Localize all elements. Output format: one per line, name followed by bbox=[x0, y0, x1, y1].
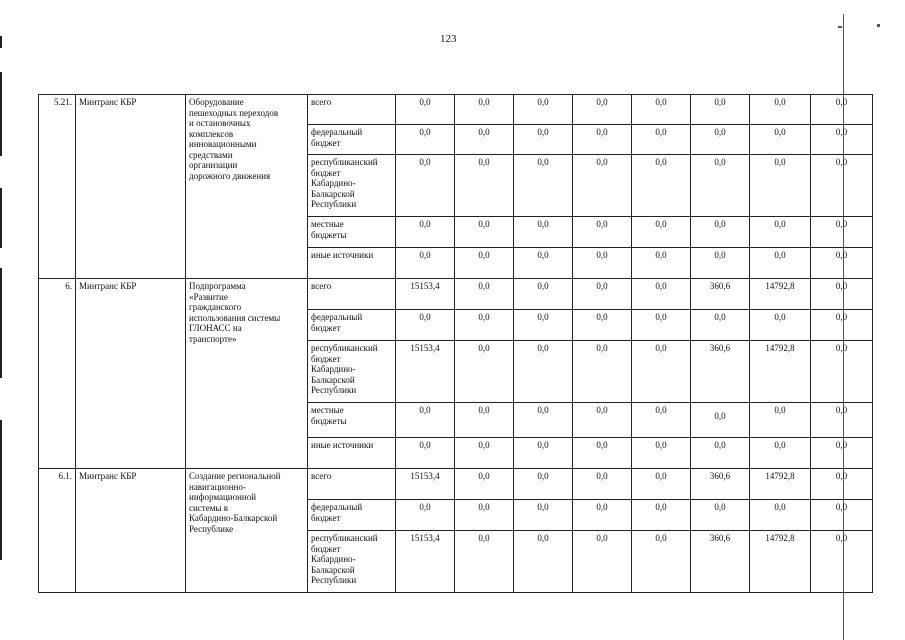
row-index: 6. bbox=[39, 279, 76, 469]
value-cell: 0,0 bbox=[514, 125, 573, 155]
funding-source-cell: всего bbox=[308, 95, 396, 125]
value-cell: 0,0 bbox=[811, 500, 873, 531]
value-cell: 0,0 bbox=[691, 125, 750, 155]
value-cell: 0,0 bbox=[691, 500, 750, 531]
scan-edge-mark bbox=[0, 420, 2, 560]
table-row bbox=[39, 469, 873, 500]
budget-table-body bbox=[39, 95, 873, 593]
value-cell: 0,0 bbox=[691, 217, 750, 248]
value-cell: 0,0 bbox=[632, 217, 691, 248]
funding-source-cell: федеральный бюджет bbox=[308, 500, 396, 531]
value-cell: 0,0 bbox=[750, 500, 811, 531]
scan-artifact-mark bbox=[838, 26, 842, 28]
value-cell: 0,0 bbox=[811, 403, 873, 438]
value-cell: 0,0 bbox=[455, 125, 514, 155]
value-cell: 0,0 bbox=[455, 341, 514, 403]
value-cell: 0,0 bbox=[573, 341, 632, 403]
value-cell: 0,0 bbox=[811, 438, 873, 469]
value-cell: 360,6 bbox=[691, 531, 750, 593]
value-cell: 0,0 bbox=[514, 531, 573, 593]
funding-source-cell: местные бюджеты bbox=[308, 403, 396, 438]
funding-source-cell: иные источники bbox=[308, 438, 396, 469]
row-index: 5.21. bbox=[39, 95, 76, 279]
funding-source-cell: иные источники bbox=[308, 248, 396, 279]
value-cell: 15153,4 bbox=[396, 469, 455, 500]
value-cell: 0,0 bbox=[573, 95, 632, 125]
executor-cell: Минтранс КБР bbox=[76, 279, 186, 469]
value-cell: 0,0 bbox=[632, 310, 691, 341]
value-cell: 0,0 bbox=[632, 95, 691, 125]
value-cell: 0,0 bbox=[632, 403, 691, 438]
value-cell: 0,0 bbox=[514, 500, 573, 531]
value-cell: 0,0 bbox=[750, 438, 811, 469]
value-cell: 0,0 bbox=[396, 125, 455, 155]
page-number: 123 bbox=[440, 33, 457, 45]
executor-cell: Минтранс КБР bbox=[76, 469, 186, 593]
value-cell: 0,0 bbox=[632, 500, 691, 531]
value-cell: 0,0 bbox=[750, 217, 811, 248]
value-cell: 0,0 bbox=[573, 310, 632, 341]
value-cell: 0,0 bbox=[811, 341, 873, 403]
value-cell: 0,0 bbox=[750, 125, 811, 155]
value-cell: 0,0 bbox=[396, 310, 455, 341]
value-cell: 15153,4 bbox=[396, 279, 455, 310]
executor-cell: Минтранс КБР bbox=[76, 95, 186, 279]
value-cell: 0,0 bbox=[396, 95, 455, 125]
value-cell: 0,0 bbox=[396, 500, 455, 531]
value-cell: 0,0 bbox=[455, 310, 514, 341]
row-index: 6.1. bbox=[39, 469, 76, 593]
funding-source-cell: республиканский бюджет Кабардино- Балкарской Республики bbox=[308, 341, 396, 403]
program-name-cell: Подпрограмма «Развитие гражданского использования системы ГЛОНАСС на транспорте» bbox=[186, 279, 308, 469]
value-cell: 0,0 bbox=[811, 279, 873, 310]
value-cell: 0,0 bbox=[514, 217, 573, 248]
value-cell: 0,0 bbox=[573, 531, 632, 593]
scan-edge-mark bbox=[0, 268, 2, 378]
value-cell: 14792,8 bbox=[750, 341, 811, 403]
value-cell: 0,0 bbox=[750, 155, 811, 217]
value-cell: 0,0 bbox=[514, 438, 573, 469]
value-cell bbox=[691, 403, 750, 438]
scan-edge-mark bbox=[0, 72, 2, 156]
value-cell: 0,0 bbox=[632, 125, 691, 155]
funding-source-cell: всего bbox=[308, 279, 396, 310]
value-cell: 0,0 bbox=[811, 125, 873, 155]
funding-source-cell: всего bbox=[308, 469, 396, 500]
value-cell: 0,0 bbox=[632, 248, 691, 279]
value-cell: 0,0 bbox=[811, 531, 873, 593]
value-cell: 0,0 bbox=[455, 279, 514, 310]
value-cell: 0,0 bbox=[750, 310, 811, 341]
value-cell: 0,0 bbox=[455, 95, 514, 125]
value-cell: 0,0 bbox=[632, 155, 691, 217]
value-cell: 15153,4 bbox=[396, 341, 455, 403]
value-cell: 0,0 bbox=[750, 248, 811, 279]
value-cell: 0,0 bbox=[455, 469, 514, 500]
value-cell: 0,0 bbox=[573, 469, 632, 500]
program-name-cell: Оборудование пешеходных переходов и остановочных комплексов инновационными средствами организации дорожного движения bbox=[186, 95, 308, 279]
value-cell: 0,0 bbox=[396, 217, 455, 248]
value-cell: 360,6 bbox=[691, 469, 750, 500]
value-cell: 0,0 bbox=[514, 469, 573, 500]
value-cell: 0,0 bbox=[811, 155, 873, 217]
value-cell: 0,0 bbox=[514, 403, 573, 438]
value-cell: 0,0 bbox=[750, 95, 811, 125]
value-cell: 0,0 bbox=[811, 95, 873, 125]
value-cell: 0,0 bbox=[514, 341, 573, 403]
value-cell: 0,0 bbox=[514, 155, 573, 217]
value-cell: 0,0 bbox=[573, 248, 632, 279]
value-cell: 0,0 bbox=[573, 403, 632, 438]
value-cell: 14792,8 bbox=[750, 469, 811, 500]
value-cell: 0,0 bbox=[396, 438, 455, 469]
value-cell: 0,0 bbox=[455, 403, 514, 438]
funding-source-cell: федеральный бюджет bbox=[308, 125, 396, 155]
value-cell: 0,0 bbox=[632, 531, 691, 593]
value-cell: 0,0 bbox=[573, 279, 632, 310]
value-cell: 0,0 bbox=[573, 438, 632, 469]
value-cell: 0,0 bbox=[632, 341, 691, 403]
value-cell: 360,6 bbox=[691, 341, 750, 403]
value-cell: 0,0 bbox=[632, 469, 691, 500]
value-cell: 0,0 bbox=[573, 500, 632, 531]
value-cell: 0,0 bbox=[455, 248, 514, 279]
value-cell: 0,0 bbox=[396, 155, 455, 217]
value-cell: 0,0 bbox=[691, 155, 750, 217]
funding-source-cell: федеральный бюджет bbox=[308, 310, 396, 341]
funding-source-cell: республиканский бюджет Кабардино- Балкарской Республики bbox=[308, 531, 396, 593]
value-cell: 14792,8 bbox=[750, 531, 811, 593]
value-cell: 0,0 bbox=[514, 279, 573, 310]
scan-edge-mark bbox=[0, 36, 2, 48]
scan-artifact-mark bbox=[877, 24, 880, 27]
value-cell: 0,0 bbox=[811, 469, 873, 500]
table-row bbox=[39, 95, 873, 125]
value-cell: 0,0 bbox=[691, 438, 750, 469]
value-cell: 0,0 bbox=[573, 217, 632, 248]
value-cell: 15153,4 bbox=[396, 531, 455, 593]
value-cell: 0,0 bbox=[691, 248, 750, 279]
value-cell: 0,0 bbox=[455, 438, 514, 469]
value-cell: 0,0 bbox=[691, 310, 750, 341]
value-cell: 0,0 bbox=[750, 403, 811, 438]
value-cell: 0,0 bbox=[573, 155, 632, 217]
value-cell: 0,0 bbox=[632, 438, 691, 469]
value-cell: 14792,8 bbox=[750, 279, 811, 310]
funding-source-cell: местные бюджеты bbox=[308, 217, 396, 248]
value-cell: 0,0 bbox=[811, 310, 873, 341]
value-text: 0,0 bbox=[714, 411, 726, 421]
value-cell: 0,0 bbox=[455, 155, 514, 217]
value-cell: 0,0 bbox=[396, 403, 455, 438]
value-cell: 0,0 bbox=[455, 500, 514, 531]
value-cell: 0,0 bbox=[396, 248, 455, 279]
value-cell: 0,0 bbox=[455, 531, 514, 593]
value-cell: 0,0 bbox=[811, 217, 873, 248]
value-cell: 0,0 bbox=[691, 95, 750, 125]
budget-table bbox=[38, 94, 873, 593]
value-cell: 0,0 bbox=[514, 310, 573, 341]
value-cell: 0,0 bbox=[514, 95, 573, 125]
value-cell: 0,0 bbox=[455, 217, 514, 248]
scan-edge-mark bbox=[0, 188, 2, 248]
value-cell: 0,0 bbox=[811, 248, 873, 279]
program-name-cell: Создание региональной навигационно- информационной системы в Кабардино-Балкарской Республике bbox=[186, 469, 308, 593]
funding-source-cell: республиканский бюджет Кабардино- Балкарской Республики bbox=[308, 155, 396, 217]
value-cell: 0,0 bbox=[573, 125, 632, 155]
value-cell: 360,6 bbox=[691, 279, 750, 310]
value-cell: 0,0 bbox=[514, 248, 573, 279]
value-cell: 0,0 bbox=[632, 279, 691, 310]
table-row bbox=[39, 279, 873, 310]
